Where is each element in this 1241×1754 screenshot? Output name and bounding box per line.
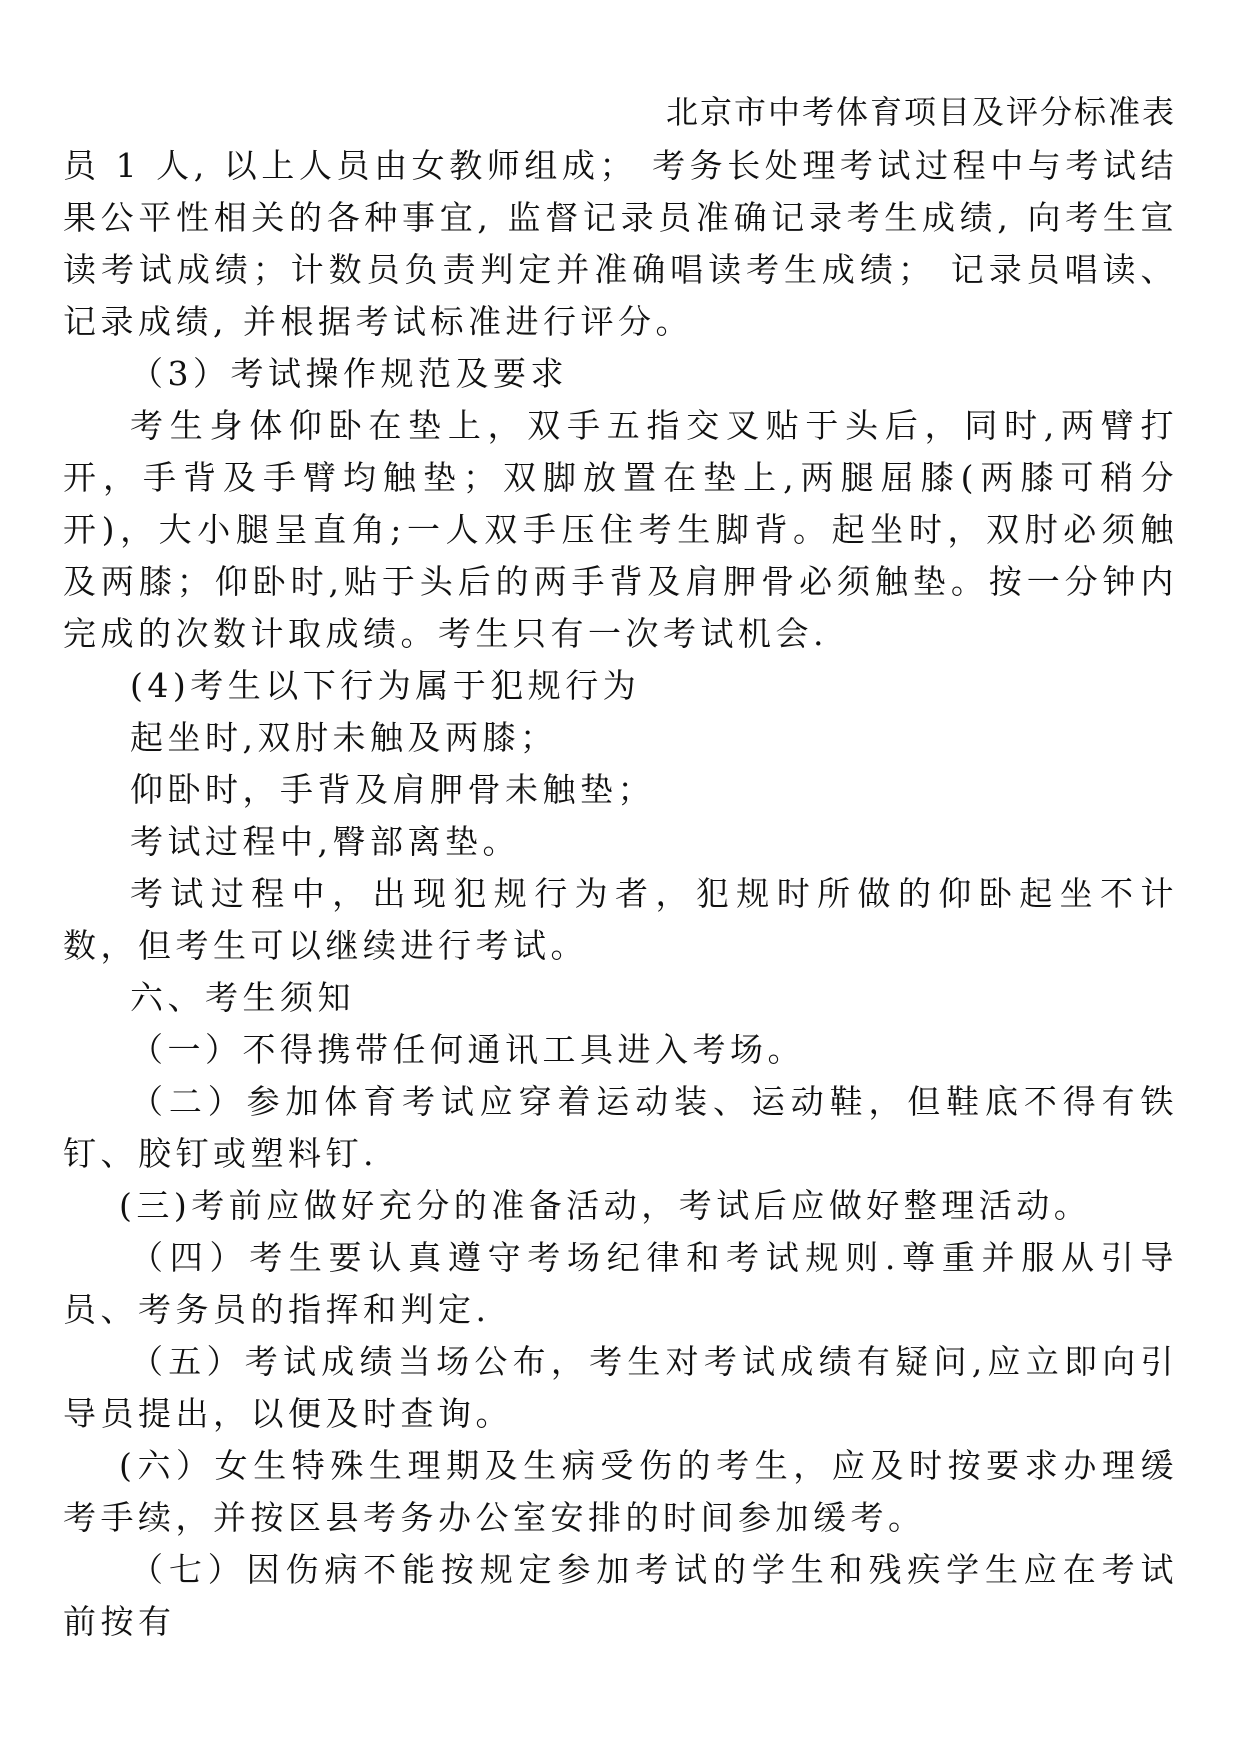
notice-item: （五）考试成绩当场公布，考生对考试成绩有疑问,应立即向引导员提出，以便及时查询。 [63,1342,1178,1433]
notice-item: （四）考生要认真遵守考场纪律和考试规则.尊重并服从引导员、考务员的指挥和判定. [63,1238,1178,1329]
notice-item: (六）女生特殊生理期及生病受伤的考生，应及时按要求办理缓考手续，并按区县考务办公室安排的时间参加缓考。 [63,1446,1178,1537]
paragraph-procedure: 考生身体仰卧在垫上，双手五指交叉贴于头后，同时,两臂打开，手背及手臂均触垫；双脚放置在垫上,两腿屈膝(两膝可稍分开)，大小腿呈直角;一人双手压住考生脚背。起坐时，双肘必须触及两膝；仰卧时,贴于头后的两手背及肩胛骨必须触垫。按一分钟内完成的次数计取成绩。考生只有一次考试机会. [63,406,1178,653]
section-heading-violations: (4)考生以下行为属于犯规行为 [130,666,641,705]
notice-item: （一）不得携带任何通讯工具进入考场。 [130,1030,805,1069]
notice-item: （二）参加体育考试应穿着运动装、运动鞋，但鞋底不得有铁钉、胶钉或塑料钉. [63,1082,1178,1173]
notice-item: （七）因伤病不能按规定参加考试的学生和残疾学生应在考试前按有 [63,1550,1178,1641]
notice-item: (三)考前应做好充分的准备活动，考试后应做好整理活动。 [119,1186,1092,1225]
paragraph-exam-staff-duties: 员 1 人, 以上人员由女教师组成； 考务长处理考试过程中与考试结果公平性相关的各种事宜, 监督记录员准确记录考生成绩, 向考生宣读考试成绩；计数员负责判定并准确唱读考生成绩； 记录员唱读、记录成绩, 并根据考试标准进行评分。 [63,146,1178,341]
running-header: 北京市中考体育项目及评分标准表 [665,93,1176,131]
violation-item: 仰卧时，手背及肩胛骨未触垫； [130,770,655,809]
violation-item: 考试过程中,臀部离垫。 [130,822,520,861]
body-text [63,140,1178,1648]
section-heading-notice: 六、考生须知 [130,978,355,1017]
section-heading-procedure: （3）考试操作规范及要求 [130,354,568,393]
paragraph-violation-consequence: 考试过程中，出现犯规行为者，犯规时所做的仰卧起坐不计数，但考生可以继续进行考试。 [63,874,1178,965]
violation-item: 起坐时,双肘未触及两膝； [130,718,558,757]
